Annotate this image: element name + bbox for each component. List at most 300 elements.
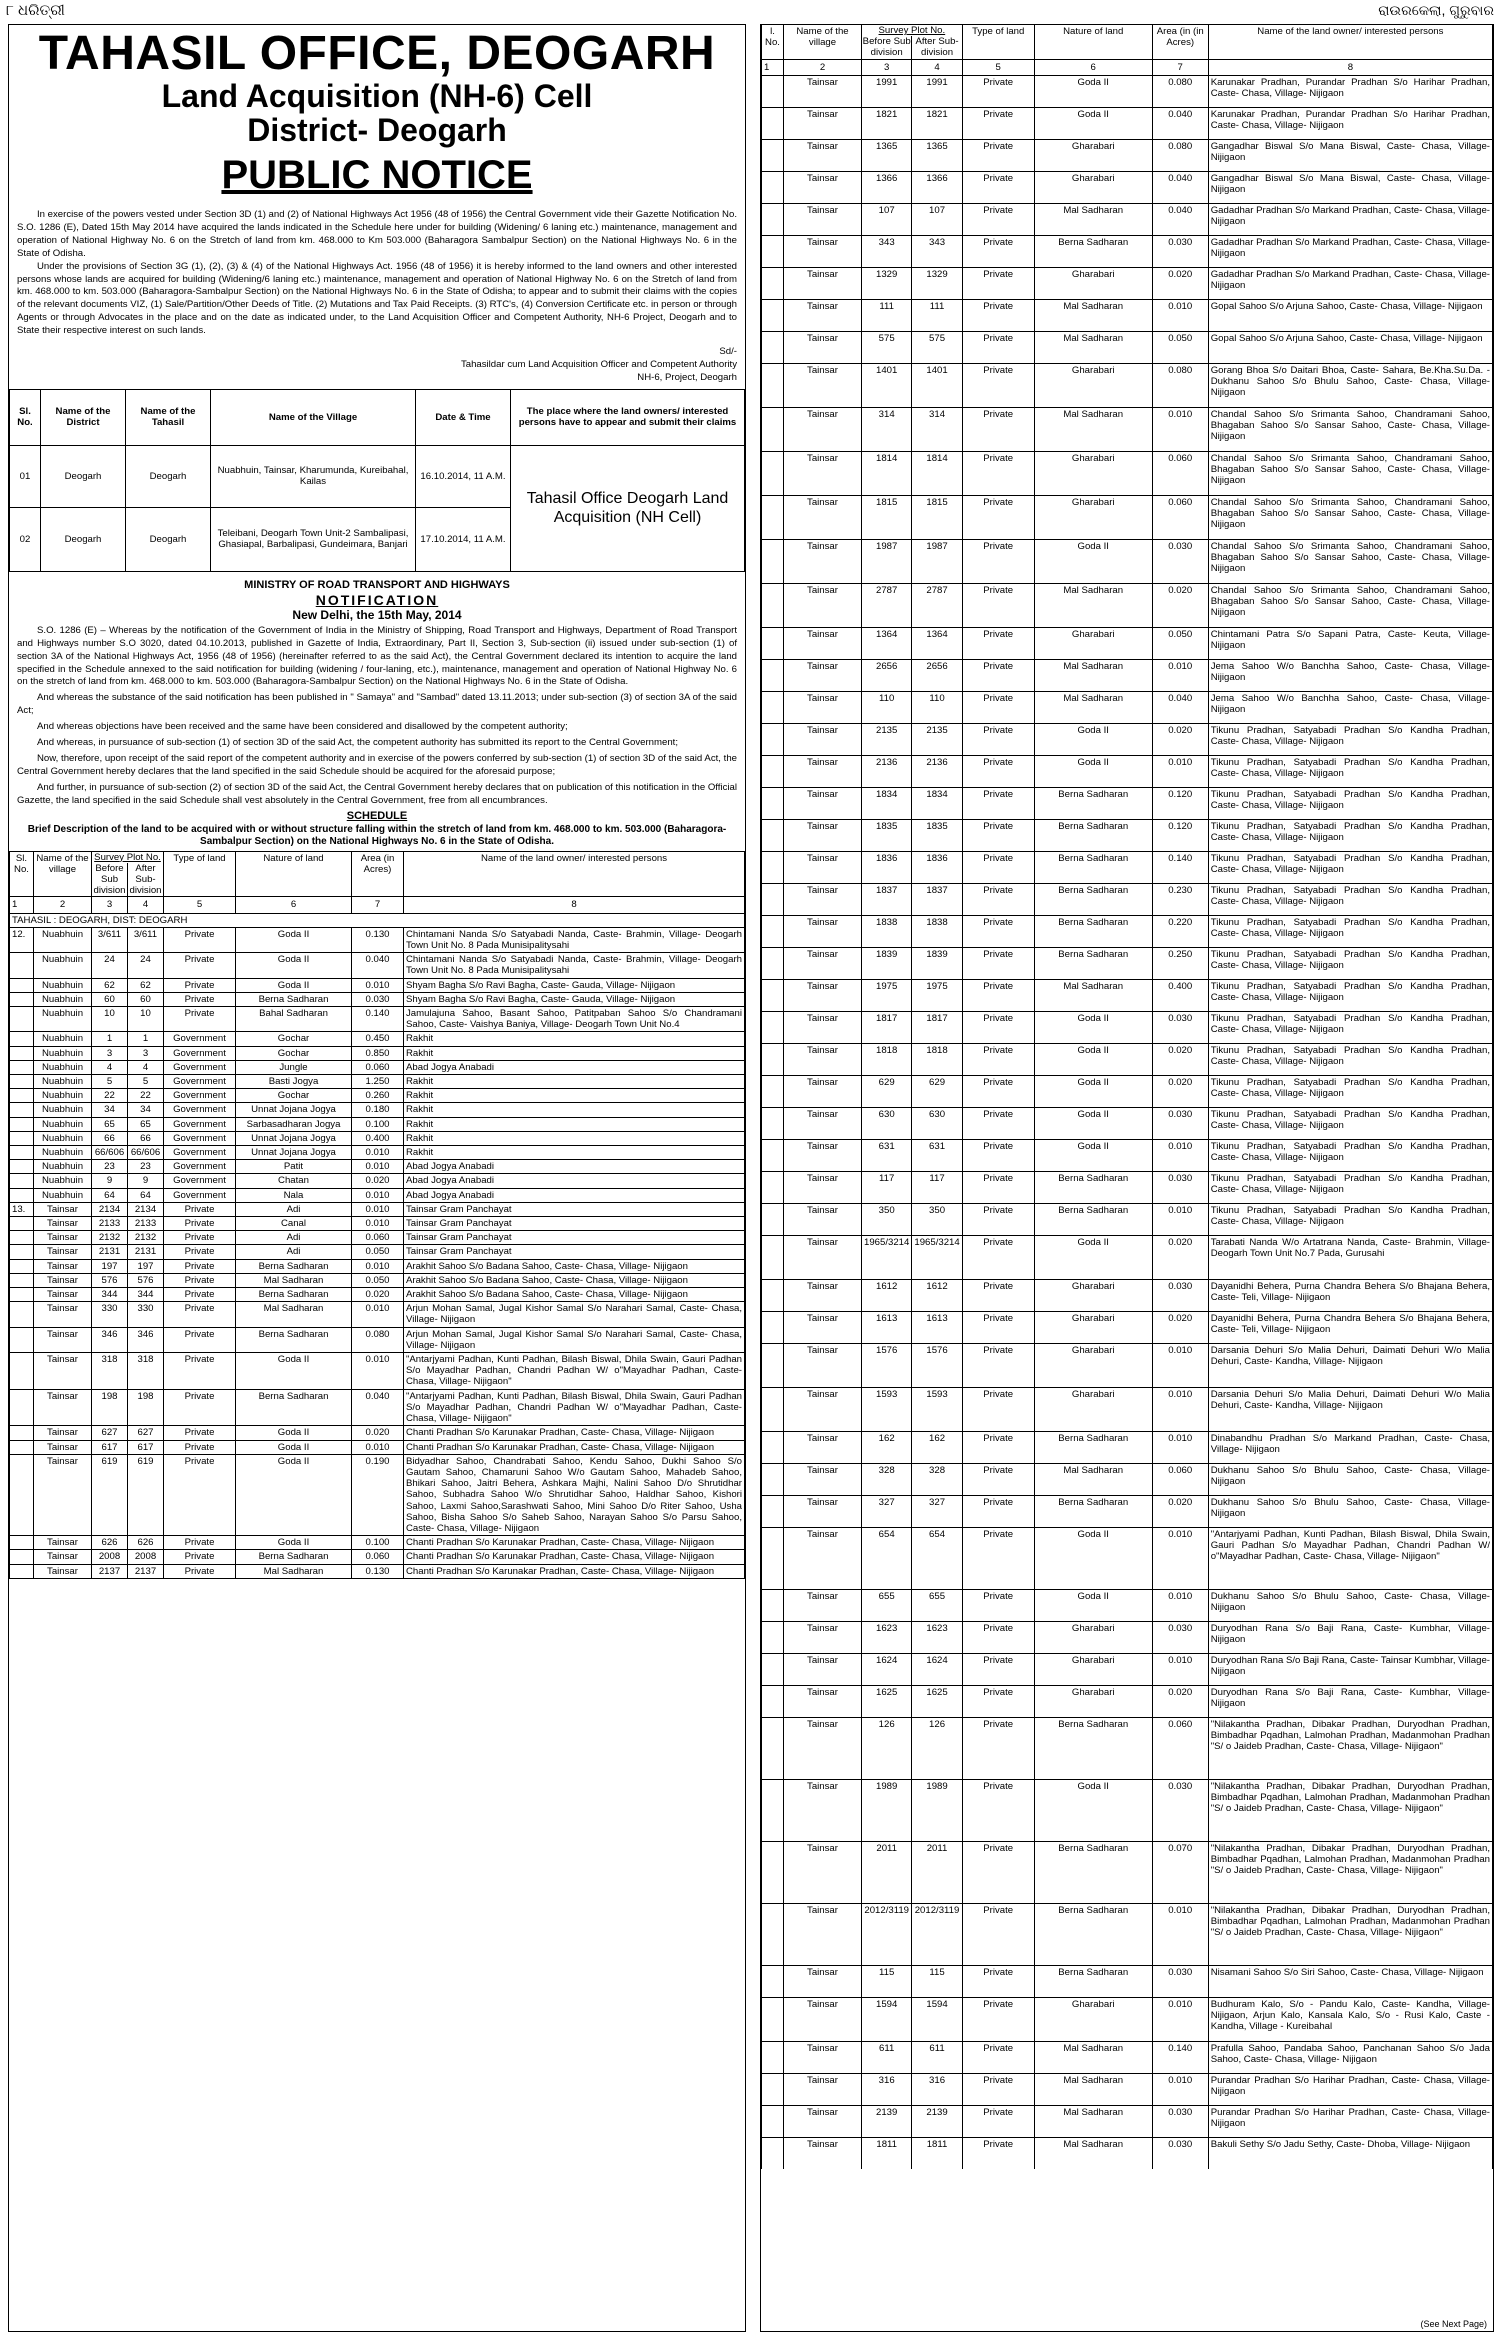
table-cell: Private bbox=[962, 1841, 1034, 1903]
table-cell: 1623 bbox=[912, 1621, 962, 1653]
venue-header-place: The place where the land owners/ interested persons have to appear and submit their claims bbox=[511, 389, 745, 445]
table-cell: Tainsar Gram Panchayat bbox=[404, 1202, 745, 1216]
table-cell: 1366 bbox=[912, 171, 962, 203]
table-cell: 1989 bbox=[862, 1779, 912, 1841]
table-cell: 1365 bbox=[862, 139, 912, 171]
table-cell: Private bbox=[164, 1426, 236, 1440]
table-cell: 0.070 bbox=[1152, 1841, 1208, 1903]
venue-header-village: Name of the Village bbox=[211, 389, 416, 445]
col-header-area: Area (in (in Acres) bbox=[1152, 25, 1208, 59]
table-cell: 0.140 bbox=[352, 1007, 404, 1032]
table-cell: Private bbox=[962, 107, 1034, 139]
table-cell bbox=[762, 1279, 784, 1311]
table-cell: Gadadhar Pradhan S/o Markand Pradhan, Caste- Chasa, Village- Nijigaon bbox=[1208, 203, 1492, 235]
table-cell: Shyam Bagha S/o Ravi Bagha, Caste- Gauda, Village- Nijigaon bbox=[404, 978, 745, 992]
table-cell: Duryodhan Rana S/o Baji Rana, Caste- Tainsar Kumbhar, Village- Nijigaon bbox=[1208, 1653, 1492, 1685]
table-cell: Private bbox=[962, 1527, 1034, 1589]
table-cell: 3/611 bbox=[128, 927, 164, 952]
table-cell bbox=[762, 691, 784, 723]
table-row bbox=[10, 1353, 745, 1390]
table-cell: 0.030 bbox=[1152, 1279, 1208, 1311]
table-cell bbox=[10, 1273, 34, 1287]
table-cell: Private bbox=[962, 331, 1034, 363]
table-cell: Goda II bbox=[1034, 723, 1152, 755]
table-cell: Tainsar bbox=[34, 1353, 92, 1390]
table-cell: 0.030 bbox=[1152, 1011, 1208, 1043]
table-row bbox=[10, 1174, 745, 1188]
table-cell: Gopal Sahoo S/o Arjuna Sahoo, Caste- Chasa, Village- Nijigaon bbox=[1208, 299, 1492, 331]
table-cell: Gharabari bbox=[1034, 267, 1152, 299]
table-cell: Nuabhuin bbox=[34, 992, 92, 1006]
table-cell: Berna Sadharan bbox=[1034, 787, 1152, 819]
table-cell: Private bbox=[962, 1043, 1034, 1075]
table-cell: 314 bbox=[912, 407, 962, 451]
table-cell: Private bbox=[962, 1235, 1034, 1279]
table-row bbox=[762, 139, 1493, 171]
table-cell: Private bbox=[962, 1107, 1034, 1139]
table-cell: 0.020 bbox=[1152, 1495, 1208, 1527]
table-cell: Government bbox=[164, 1046, 236, 1060]
table-cell: Gharabari bbox=[1034, 1653, 1152, 1685]
table-cell: Tainsar bbox=[784, 691, 862, 723]
table-cell: Karunakar Pradhan, Purandar Pradhan S/o Harihar Pradhan, Caste- Chasa, Village- Nijigaon bbox=[1208, 75, 1492, 107]
table-row bbox=[762, 1075, 1493, 1107]
table-cell: Private bbox=[962, 755, 1034, 787]
table-cell: Private bbox=[164, 1007, 236, 1032]
venue-cell: 16.10.2014, 11 A.M. bbox=[416, 445, 511, 507]
table-cell: 64 bbox=[128, 1188, 164, 1202]
table-cell: Dayanidhi Behera, Purna Chandra Behera S/o Bhajana Behera, Caste- Teli, Village- Nijigaon bbox=[1208, 1311, 1492, 1343]
table-cell: 0.040 bbox=[1152, 203, 1208, 235]
table-row bbox=[762, 1621, 1493, 1653]
table-cell: 4 bbox=[92, 1060, 128, 1074]
table-cell: Government bbox=[164, 1103, 236, 1117]
table-cell: 2008 bbox=[92, 1550, 128, 1564]
table-cell: Private bbox=[962, 1495, 1034, 1527]
table-row bbox=[10, 1217, 745, 1231]
table-row bbox=[762, 691, 1493, 723]
table-cell: 1837 bbox=[912, 883, 962, 915]
table-cell: Tikunu Pradhan, Satyabadi Pradhan S/o Kandha Pradhan, Caste- Chasa, Village- Nijigaon bbox=[1208, 723, 1492, 755]
table-cell: Tainsar Gram Panchayat bbox=[404, 1245, 745, 1259]
see-next-page: (See Next Page) bbox=[1420, 2319, 1487, 2329]
table-cell bbox=[10, 1454, 34, 1535]
table-cell: 1839 bbox=[862, 947, 912, 979]
table-cell: 0.010 bbox=[1152, 1653, 1208, 1685]
table-cell: Tikunu Pradhan, Satyabadi Pradhan S/o Kandha Pradhan, Caste- Chasa, Village- Nijigaon bbox=[1208, 1043, 1492, 1075]
table-cell: 5 bbox=[128, 1075, 164, 1089]
table-cell: "Antarjyami Padhan, Kunti Padhan, Bilash Biswal, Dhila Swain, Gauri Padhan S/o Mayadhar Padhan, Chandri Padhan W/ o"Mayadhar Padhan, Caste- Chasa, Village- Nijigaon" bbox=[1208, 1527, 1492, 1589]
table-cell: 0.190 bbox=[352, 1454, 404, 1535]
table-cell: 0.080 bbox=[1152, 75, 1208, 107]
table-cell: 1401 bbox=[912, 363, 962, 407]
table-cell: Dukhanu Sahoo S/o Bhulu Sahoo, Caste- Chasa, Village- Nijigaon bbox=[1208, 1589, 1492, 1621]
table-cell: Private bbox=[962, 2137, 1034, 2169]
table-cell: 1593 bbox=[912, 1387, 962, 1431]
table-cell: 2011 bbox=[862, 1841, 912, 1903]
table-cell: Mal Sadharan bbox=[1034, 203, 1152, 235]
table-cell bbox=[762, 1965, 784, 1997]
table-cell: Berna Sadharan bbox=[236, 1327, 352, 1352]
table-cell: "Nilakantha Pradhan, Dibakar Pradhan, Duryodhan Pradhan, Bimbadhar Pqadhan, Lalmohan Pradhan, Madanmohan Pradhan "S/ o Jaideb Pradhan, Caste- Chasa, Village- Nijigaon" bbox=[1208, 1903, 1492, 1965]
table-cell: 316 bbox=[862, 2073, 912, 2105]
table-cell: Government bbox=[164, 1089, 236, 1103]
table-cell: Government bbox=[164, 1188, 236, 1202]
table-cell: Berna Sadharan bbox=[1034, 235, 1152, 267]
table-cell: 1624 bbox=[912, 1653, 962, 1685]
table-cell: 0.030 bbox=[1152, 235, 1208, 267]
table-cell bbox=[10, 978, 34, 992]
table-cell: 1329 bbox=[862, 267, 912, 299]
table-cell: Tikunu Pradhan, Satyabadi Pradhan S/o Kandha Pradhan, Caste- Chasa, Village- Nijigaon bbox=[1208, 883, 1492, 915]
table-cell: Chintamani Nanda S/o Satyabadi Nanda, Caste- Brahmin, Village- Deogarh Town Unit No. 8 Pada Munisipalitysahi bbox=[404, 927, 745, 952]
table-cell bbox=[10, 1146, 34, 1160]
table-cell: 64 bbox=[92, 1188, 128, 1202]
table-row bbox=[762, 851, 1493, 883]
notification-paragraph: Now, therefore, upon receipt of the said report of the competent authority and in exercise of the powers conferred by sub-section (1) of section 3D of the said Act, the Central Government hereby declares that the land specified in the said Schedule should be acquired for the aforesaid purpose; bbox=[17, 752, 737, 777]
table-cell: 343 bbox=[912, 235, 962, 267]
table-cell: Private bbox=[962, 407, 1034, 451]
table-cell: Nuabhuin bbox=[34, 953, 92, 978]
table-cell: Private bbox=[164, 1273, 236, 1287]
table-cell: Chanti Pradhan S/o Karunakar Pradhan, Caste- Chasa, Village- Nijigaon bbox=[404, 1536, 745, 1550]
table-cell: Private bbox=[962, 235, 1034, 267]
table-cell: Adi bbox=[236, 1202, 352, 1216]
table-cell bbox=[10, 1231, 34, 1245]
table-cell: 198 bbox=[92, 1389, 128, 1426]
table-cell: Goda II bbox=[236, 1353, 352, 1390]
col-number: 6 bbox=[236, 897, 352, 913]
table-cell: Berna Sadharan bbox=[1034, 1495, 1152, 1527]
table-cell: Nuabhuin bbox=[34, 1075, 92, 1089]
table-row bbox=[762, 171, 1493, 203]
table-cell bbox=[762, 495, 784, 539]
table-cell bbox=[10, 1188, 34, 1202]
table-cell: Nuabhuin bbox=[34, 1060, 92, 1074]
table-cell: 2012/3119 bbox=[862, 1903, 912, 1965]
signature-sd: Sd/- bbox=[719, 346, 737, 358]
table-cell: 0.060 bbox=[1152, 495, 1208, 539]
table-cell: Chandal Sahoo S/o Srimanta Sahoo, Chandramani Sahoo, Bhagaban Sahoo S/o Sansar Sahoo, Caste- Chasa, Village- Nijigaon bbox=[1208, 407, 1492, 451]
table-cell: 2656 bbox=[912, 659, 962, 691]
tahasil-line: TAHASIL : DEOGARH, DIST: DEOGARH bbox=[10, 913, 745, 927]
table-cell: Private bbox=[962, 1011, 1034, 1043]
table-cell: 575 bbox=[912, 331, 962, 363]
table-cell bbox=[762, 331, 784, 363]
table-cell: Private bbox=[962, 539, 1034, 583]
table-row bbox=[10, 927, 745, 952]
venue-cell: Deogarh bbox=[41, 445, 126, 507]
table-cell: 1366 bbox=[862, 171, 912, 203]
table-cell: Tainsar bbox=[34, 1564, 92, 1578]
table-cell: Tainsar bbox=[34, 1302, 92, 1327]
table-cell bbox=[10, 1103, 34, 1117]
table-row bbox=[762, 235, 1493, 267]
notice-subtitle-1: Land Acquisition (NH-6) Cell bbox=[161, 78, 593, 114]
venue-cell: Deogarh bbox=[126, 445, 211, 507]
table-cell bbox=[762, 1171, 784, 1203]
table-cell: Rakhit bbox=[404, 1032, 745, 1046]
table-cell: Private bbox=[962, 139, 1034, 171]
table-cell: Goda II bbox=[236, 1440, 352, 1454]
table-cell: Mal Sadharan bbox=[1034, 2105, 1152, 2137]
table-cell: Chandal Sahoo S/o Srimanta Sahoo, Chandramani Sahoo, Bhagaban Sahoo S/o Sansar Sahoo, Caste- Chasa, Village- Nijigaon bbox=[1208, 539, 1492, 583]
table-cell bbox=[762, 107, 784, 139]
table-cell: Private bbox=[164, 927, 236, 952]
venue-header-district: Name of the District bbox=[41, 389, 126, 445]
table-cell: 9 bbox=[92, 1174, 128, 1188]
col-number: 7 bbox=[352, 897, 404, 913]
table-cell bbox=[762, 1997, 784, 2041]
table-cell: Tainsar bbox=[784, 2105, 862, 2137]
table-cell bbox=[762, 171, 784, 203]
table-cell: 1811 bbox=[912, 2137, 962, 2169]
table-cell: 328 bbox=[862, 1463, 912, 1495]
table-row bbox=[762, 787, 1493, 819]
table-cell: 0.010 bbox=[1152, 1527, 1208, 1589]
table-cell: 0.050 bbox=[1152, 331, 1208, 363]
table-cell: Private bbox=[962, 1387, 1034, 1431]
notice-subtitle-2: District- Deogarh bbox=[247, 112, 507, 148]
table-cell: 0.030 bbox=[1152, 1107, 1208, 1139]
table-cell: Gharabari bbox=[1034, 363, 1152, 407]
table-cell: 0.020 bbox=[1152, 1075, 1208, 1107]
table-row bbox=[10, 1160, 745, 1174]
table-cell: Gharabari bbox=[1034, 1685, 1152, 1717]
table-cell: Tainsar bbox=[784, 787, 862, 819]
table-cell: Private bbox=[164, 992, 236, 1006]
table-cell: 3/611 bbox=[92, 927, 128, 952]
table-cell: 576 bbox=[128, 1273, 164, 1287]
table-cell: 1815 bbox=[862, 495, 912, 539]
table-cell: Private bbox=[962, 363, 1034, 407]
table-cell: Bakuli Sethy S/o Jadu Sethy, Caste- Dhoba, Village- Nijigaon bbox=[1208, 2137, 1492, 2169]
table-cell: 2139 bbox=[912, 2105, 962, 2137]
table-cell: Nuabhuin bbox=[34, 1032, 92, 1046]
table-row bbox=[762, 1903, 1493, 1965]
table-cell: Rakhit bbox=[404, 1146, 745, 1160]
table-cell: Gharabari bbox=[1034, 171, 1152, 203]
table-cell: 2137 bbox=[128, 1564, 164, 1578]
table-cell: 1576 bbox=[912, 1343, 962, 1387]
table-cell: Tikunu Pradhan, Satyabadi Pradhan S/o Kandha Pradhan, Caste- Chasa, Village- Nijigaon bbox=[1208, 851, 1492, 883]
table-cell: Private bbox=[962, 1997, 1034, 2041]
table-cell: Goda II bbox=[1034, 1107, 1152, 1139]
table-cell: 0.260 bbox=[352, 1089, 404, 1103]
table-cell: Tainsar bbox=[784, 883, 862, 915]
ministry-name: MINISTRY OF ROAD TRANSPORT AND HIGHWAYS bbox=[244, 578, 510, 591]
table-cell bbox=[10, 992, 34, 1006]
table-row bbox=[10, 1454, 745, 1535]
table-cell: 0.050 bbox=[352, 1245, 404, 1259]
table-cell bbox=[10, 1259, 34, 1273]
table-cell: 2008 bbox=[128, 1550, 164, 1564]
table-cell: 0.030 bbox=[1152, 1779, 1208, 1841]
table-cell: 10 bbox=[128, 1007, 164, 1032]
table-cell: 0.010 bbox=[1152, 407, 1208, 451]
table-row bbox=[762, 363, 1493, 407]
table-cell: Purandar Pradhan S/o Harihar Pradhan, Caste- Chasa, Village- Nijigaon bbox=[1208, 2105, 1492, 2137]
table-cell: Private bbox=[962, 819, 1034, 851]
table-cell bbox=[762, 1653, 784, 1685]
table-cell: 0.010 bbox=[1152, 1903, 1208, 1965]
table-row bbox=[762, 1589, 1493, 1621]
table-cell: Government bbox=[164, 1117, 236, 1131]
table-cell: 2131 bbox=[128, 1245, 164, 1259]
table-row bbox=[10, 1060, 745, 1074]
left-column bbox=[8, 24, 746, 2332]
table-cell: Tainsar bbox=[784, 915, 862, 947]
table-cell: Nuabhuin bbox=[34, 978, 92, 992]
table-cell: Tainsar bbox=[34, 1550, 92, 1564]
venue-header-date: Date & Time bbox=[416, 389, 511, 445]
table-cell: 0.010 bbox=[352, 1440, 404, 1454]
table-cell: Duryodhan Rana S/o Baji Rana, Caste- Kumbhar, Village- Nijigaon bbox=[1208, 1685, 1492, 1717]
table-cell: Goda II bbox=[1034, 1139, 1152, 1171]
table-cell: 627 bbox=[128, 1426, 164, 1440]
table-cell: Goda II bbox=[1034, 1011, 1152, 1043]
table-cell: Nuabhuin bbox=[34, 1146, 92, 1160]
table-cell: 1612 bbox=[912, 1279, 962, 1311]
table-cell: 0.030 bbox=[1152, 2137, 1208, 2169]
table-cell: Private bbox=[962, 659, 1034, 691]
table-cell: 575 bbox=[862, 331, 912, 363]
table-cell: Private bbox=[962, 583, 1034, 627]
table-cell: Tainsar bbox=[784, 267, 862, 299]
table-cell: Private bbox=[962, 171, 1034, 203]
table-row bbox=[762, 407, 1493, 451]
notification-paragraph: And whereas objections have been received and the same have been considered and disallowed by the competent authority; bbox=[37, 721, 568, 733]
table-cell: 1991 bbox=[862, 75, 912, 107]
table-cell: Private bbox=[962, 1279, 1034, 1311]
table-cell: Abad Jogya Anabadi bbox=[404, 1160, 745, 1174]
table-cell: 0.120 bbox=[1152, 787, 1208, 819]
table-cell: Chintamani Patra S/o Sapani Patra, Caste- Keuta, Village- Nijigaon bbox=[1208, 627, 1492, 659]
col-header-nature: Nature of land bbox=[1034, 25, 1152, 59]
table-cell: Gharabari bbox=[1034, 1279, 1152, 1311]
table-cell: Private bbox=[962, 1779, 1034, 1841]
table-cell: 1835 bbox=[912, 819, 962, 851]
hearing-schedule-table bbox=[9, 389, 745, 572]
table-cell: 23 bbox=[92, 1160, 128, 1174]
table-cell: 629 bbox=[862, 1075, 912, 1107]
table-cell: Berna Sadharan bbox=[1034, 915, 1152, 947]
table-cell: Prafulla Sahoo, Pandaba Sahoo, Panchanan Sahoo S/o Jada Sahoo, Caste- Chasa, Village- Nijigaon bbox=[1208, 2041, 1492, 2073]
table-cell bbox=[762, 1841, 784, 1903]
table-row bbox=[10, 1389, 745, 1426]
table-cell: Tikunu Pradhan, Satyabadi Pradhan S/o Kandha Pradhan, Caste- Chasa, Village- Nijigaon bbox=[1208, 1139, 1492, 1171]
table-cell: Tainsar bbox=[784, 1279, 862, 1311]
table-cell: Private bbox=[962, 723, 1034, 755]
table-cell: Bahal Sadharan bbox=[236, 1007, 352, 1032]
table-cell: Goda II bbox=[1034, 1589, 1152, 1621]
table-cell: 0.120 bbox=[1152, 819, 1208, 851]
table-cell: Nuabhuin bbox=[34, 1131, 92, 1145]
table-row bbox=[762, 1235, 1493, 1279]
table-cell: 611 bbox=[862, 2041, 912, 2073]
table-cell bbox=[762, 75, 784, 107]
table-cell: Tainsar bbox=[784, 1621, 862, 1653]
table-cell: Tainsar bbox=[784, 1203, 862, 1235]
table-cell: 0.060 bbox=[1152, 1717, 1208, 1779]
table-row bbox=[762, 1107, 1493, 1139]
table-cell: Mal Sadharan bbox=[1034, 407, 1152, 451]
table-cell: 1 bbox=[92, 1032, 128, 1046]
table-cell: Abad Jogya Anabadi bbox=[404, 1188, 745, 1202]
table-cell: Tainsar bbox=[784, 1011, 862, 1043]
table-cell: 162 bbox=[862, 1431, 912, 1463]
table-cell: Private bbox=[164, 1454, 236, 1535]
table-cell: 24 bbox=[92, 953, 128, 978]
table-cell: Berna Sadharan bbox=[1034, 1171, 1152, 1203]
table-cell bbox=[10, 1117, 34, 1131]
table-cell: 346 bbox=[128, 1327, 164, 1352]
table-cell: Private bbox=[164, 978, 236, 992]
col-number: 1 bbox=[10, 897, 34, 913]
table-cell: Chanti Pradhan S/o Karunakar Pradhan, Caste- Chasa, Village- Nijigaon bbox=[404, 1564, 745, 1578]
before-label: Before Sub division bbox=[862, 36, 911, 59]
table-cell: Tainsar bbox=[784, 363, 862, 407]
table-cell: Private bbox=[962, 1589, 1034, 1621]
land-schedule-table-right bbox=[761, 25, 1493, 2169]
table-row bbox=[762, 819, 1493, 851]
table-row bbox=[762, 107, 1493, 139]
col-number: 7 bbox=[1152, 59, 1208, 75]
table-row bbox=[762, 1463, 1493, 1495]
table-row bbox=[762, 331, 1493, 363]
table-cell: 1817 bbox=[912, 1011, 962, 1043]
table-cell: "Antarjyami Padhan, Kunti Padhan, Bilash Biswal, Dhila Swain, Gauri Padhan S/o Mayadhar Padhan, Chandri Padhan W/ o"Mayadhar Padhan, Caste- Chasa, Village- Nijigaon" bbox=[404, 1389, 745, 1426]
table-cell: 197 bbox=[128, 1259, 164, 1273]
table-cell: 1623 bbox=[862, 1621, 912, 1653]
table-row bbox=[762, 1279, 1493, 1311]
table-row bbox=[762, 267, 1493, 299]
notification-title: NOTIFICATION bbox=[315, 591, 439, 608]
table-cell bbox=[762, 267, 784, 299]
table-cell: Mal Sadharan bbox=[1034, 2073, 1152, 2105]
col-number: 2 bbox=[784, 59, 862, 75]
table-cell: 654 bbox=[912, 1527, 962, 1589]
table-cell: Private bbox=[164, 1536, 236, 1550]
table-cell: Private bbox=[962, 627, 1034, 659]
table-cell: 0.400 bbox=[352, 1131, 404, 1145]
table-cell: 0.010 bbox=[1152, 299, 1208, 331]
table-cell: Tainsar bbox=[784, 979, 862, 1011]
table-cell: 350 bbox=[912, 1203, 962, 1235]
venue-place: Tahasil Office Deogarh Land Acquisition (NH Cell) bbox=[511, 445, 745, 571]
table-cell: Tainsar bbox=[784, 139, 862, 171]
table-cell: 350 bbox=[862, 1203, 912, 1235]
table-cell: 654 bbox=[862, 1527, 912, 1589]
table-cell: 1364 bbox=[862, 627, 912, 659]
public-notice-heading: PUBLIC NOTICE bbox=[221, 153, 533, 197]
table-cell: 0.010 bbox=[1152, 659, 1208, 691]
table-cell: Mal Sadharan bbox=[1034, 331, 1152, 363]
table-cell: Goda II bbox=[1034, 755, 1152, 787]
table-row bbox=[10, 978, 745, 992]
table-cell: 576 bbox=[92, 1273, 128, 1287]
table-row bbox=[762, 2041, 1493, 2073]
table-cell: 34 bbox=[128, 1103, 164, 1117]
table-row bbox=[10, 1426, 745, 1440]
table-cell: 1613 bbox=[912, 1311, 962, 1343]
table-cell: 111 bbox=[862, 299, 912, 331]
table-cell: 1836 bbox=[912, 851, 962, 883]
table-cell: Berna Sadharan bbox=[236, 1259, 352, 1273]
table-cell: Tainsar bbox=[34, 1426, 92, 1440]
table-cell: Gharabari bbox=[1034, 1387, 1152, 1431]
table-cell: Private bbox=[962, 1171, 1034, 1203]
